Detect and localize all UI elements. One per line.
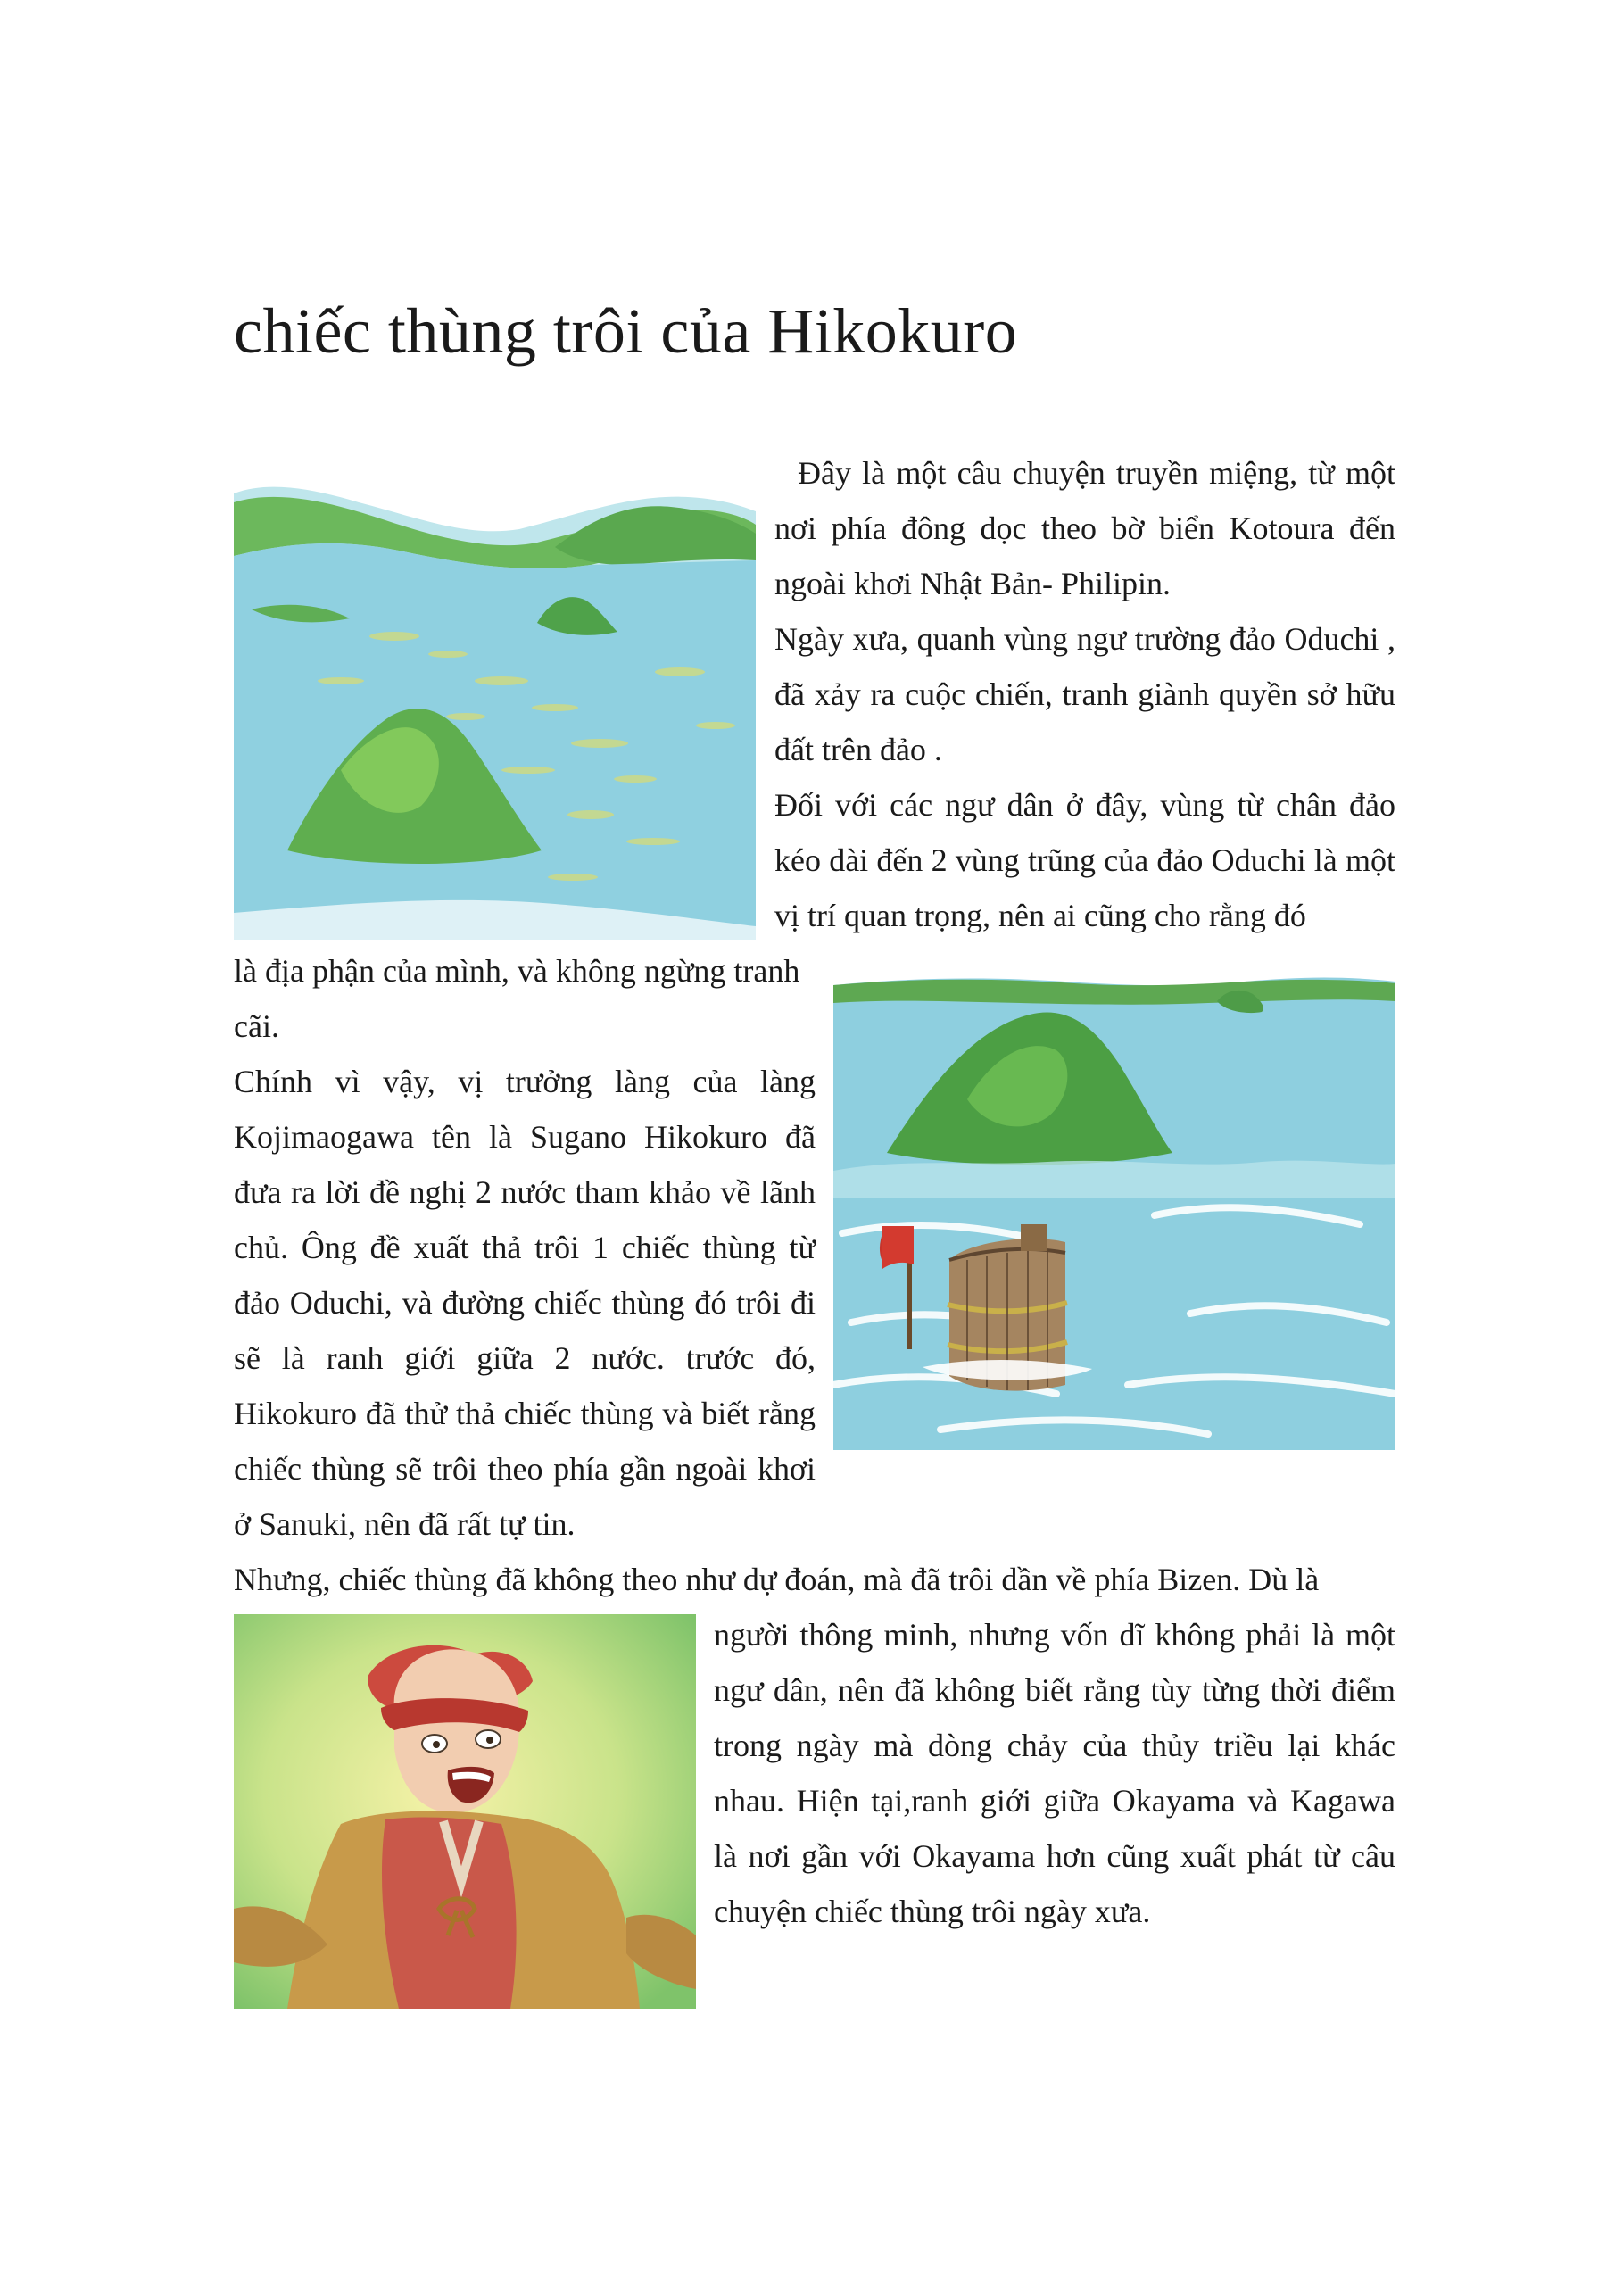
paragraph-fishermen: Đối với các ngư dân ở đây, vùng từ chân đảo kéo dài đến 2 vùng trũng của đảo Oduchi là một vị trí quan trọng, nên ai cũng cho rằng đó: [774, 787, 1395, 933]
hikokuro-character-illustration: [234, 1614, 696, 2009]
paragraph-battle: Ngày xưa, quanh vùng ngư trường đảo Oduchi , đã xảy ra cuộc chiến, tranh giành quyền sở hữu đất trên đảo .: [774, 621, 1395, 767]
paragraph-intro: Đây là một câu chuyện truyền miệng, từ một nơi phía đông dọc theo bờ biển Kotoura đến ngoài khơi Nhật Bản- Philipin.: [774, 455, 1395, 601]
paragraph-proposal: Chính vì vậy, vị trưởng làng của làng Kojimaogawa tên là Sugano Hikokuro đã đưa ra lời đề nghị 2 nước tham khảo về lãnh chủ. Ông đề xuất thả trôi 1 chiếc thùng từ đảo Oduchi, và đường chiếc thùng đó trôi đi sẽ là ranh giới giữa 2 nước. trước đó, Hikokuro đã thử thả chiếc thùng và biết rằng chiếc thùng sẽ trôi theo phía gần ngoài khơi ở Sanuki, nên đã rất tự tin.: [234, 1064, 816, 1542]
floating-barrel-illustration: [833, 966, 1395, 1450]
page-title: chiếc thùng trôi của Hikokuro: [234, 295, 1018, 367]
paragraph-conclusion: người thông minh, nhưng vốn dĩ không phải là một ngư dân, nên đã không biết rằng tùy từng thời điểm trong ngày mà dòng chảy của thủy triều lại khác nhau. Hiện tại,ranh giới giữa Okayama và Kagawa là nơi gần với Okayama hơn cũng xuất phát từ câu chuyện chiếc thùng trôi ngày xưa.: [714, 1617, 1395, 1929]
islands-sea-illustration: [234, 476, 756, 940]
paragraph-fishermen-continued: là địa phận của mình, và không ngừng tranh cãi.: [234, 953, 800, 1044]
paragraph-outcome: Nhưng, chiếc thùng đã không theo như dự đoán, mà đã trôi dần về phía Bizen. Dù là: [234, 1562, 1320, 1597]
